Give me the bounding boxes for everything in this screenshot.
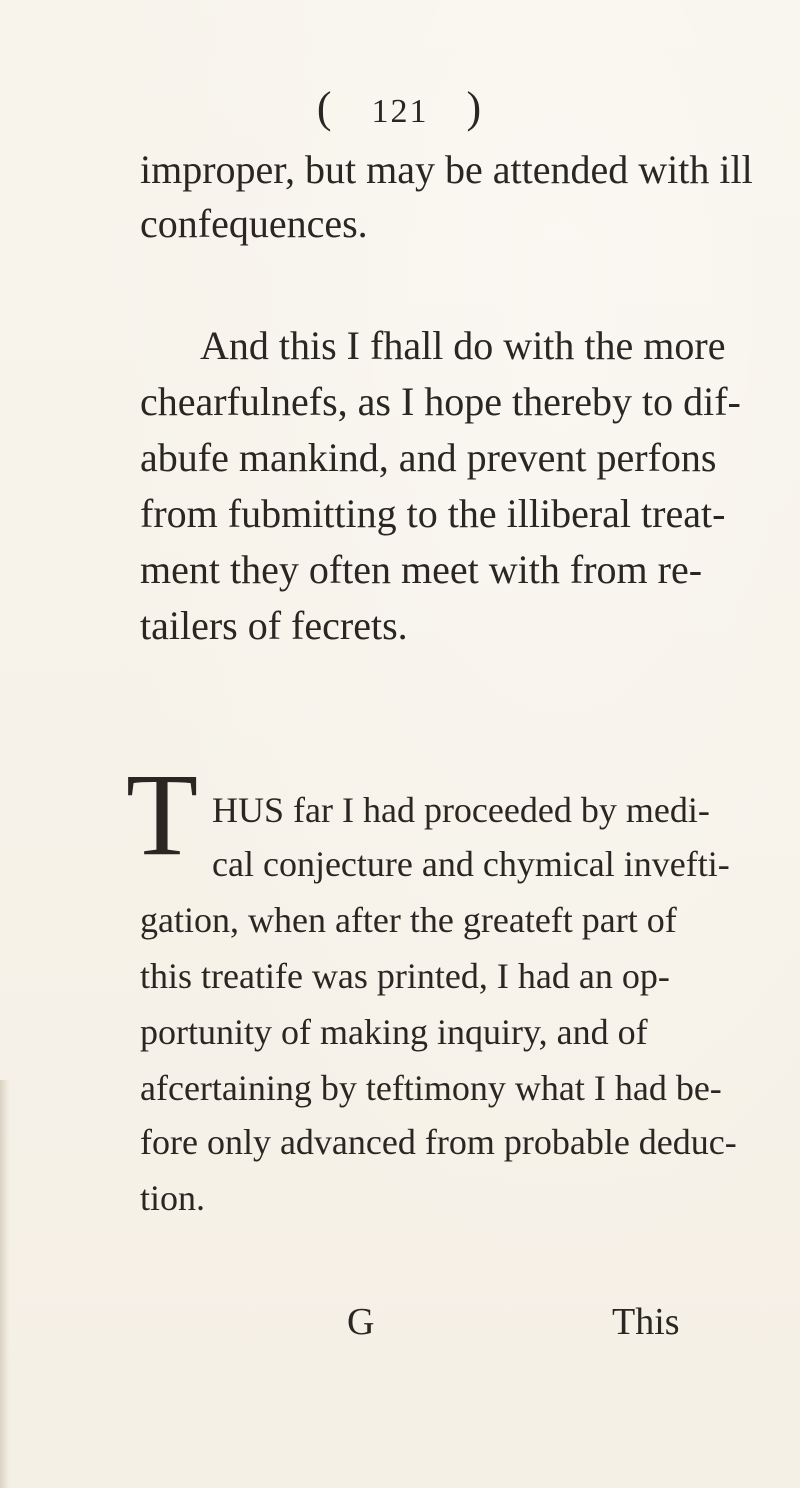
page-number-header	[0, 82, 800, 133]
text-line: fore only advanced from probable deduc-	[140, 1122, 737, 1162]
close-paren: )	[466, 83, 484, 132]
text-line: HUS far I had proceeded by medi-	[212, 790, 710, 830]
text-line: afcertaining by teftimony what I had be-	[140, 1068, 722, 1108]
drop-cap: T	[126, 749, 199, 880]
text-line: from fubmitting to the illiberal treat-	[140, 491, 726, 536]
text-line: gation, when after the greateft part of	[140, 900, 677, 940]
text-line: tion.	[140, 1178, 206, 1218]
open-paren: (	[316, 83, 334, 132]
signature-mark: G	[347, 1301, 375, 1343]
text-line: portunity of making inquiry, and of	[140, 1012, 648, 1052]
catchword: This	[612, 1301, 680, 1343]
page-number: 121	[371, 93, 429, 130]
text-line: this treatife was printed, I had an op-	[140, 956, 670, 996]
text-line: And this I fhall do with the more	[200, 323, 726, 368]
text-line: confequences.	[140, 201, 368, 246]
text-line: chearfulnefs, as I hope thereby to dif-	[140, 379, 741, 424]
text-line: improper, but may be attended with ill	[140, 147, 753, 192]
page-footer	[0, 1300, 800, 1360]
text-line: cal conjecture and chymical invefti-	[212, 844, 730, 884]
text-line: ment they often meet with from re-	[140, 547, 703, 592]
binding-edge	[0, 1080, 10, 1488]
text-line: tailers of fecrets.	[140, 603, 408, 648]
text-line: abufe mankind, and prevent perfons	[140, 435, 717, 480]
